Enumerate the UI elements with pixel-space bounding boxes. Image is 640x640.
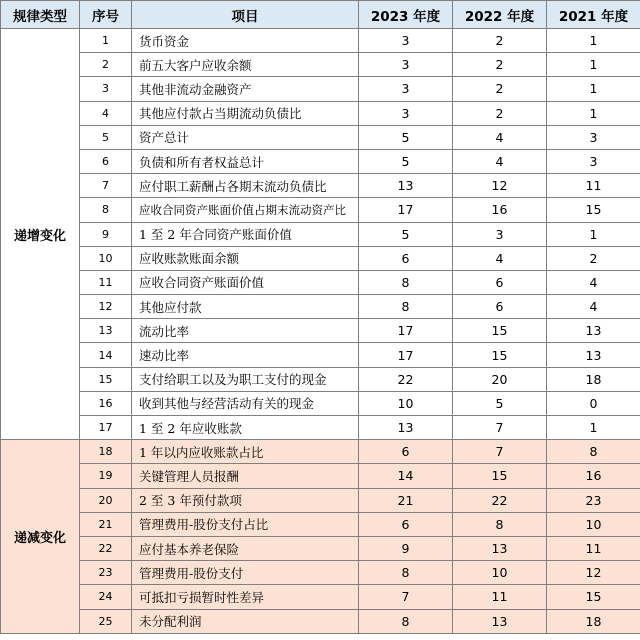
seq-cell: 25 (80, 609, 132, 633)
item-cell: 未分配利润 (132, 609, 359, 633)
seq-cell: 3 (80, 77, 132, 101)
item-cell: 2 至 3 年预付款项 (132, 488, 359, 512)
item-cell: 应收合同资产账面价值 (132, 270, 359, 294)
value-2022-cell: 20 (453, 367, 547, 391)
value-2022-cell: 15 (453, 319, 547, 343)
item-cell: 可抵扣亏损暂时性差异 (132, 585, 359, 609)
value-2023-cell: 8 (359, 561, 453, 585)
table-row (1, 198, 640, 222)
value-2023-cell: 5 (359, 149, 453, 173)
seq-cell: 10 (80, 246, 132, 270)
value-2023-cell: 17 (359, 343, 453, 367)
item-cell: 负债和所有者权益总计 (132, 149, 359, 173)
item-cell: 应付基本养老保险 (132, 536, 359, 560)
value-2023-cell: 10 (359, 391, 453, 415)
value-2023-cell: 3 (359, 101, 453, 125)
value-2021-cell: 13 (547, 343, 640, 367)
item-cell: 1 年以内应收账款占比 (132, 440, 359, 464)
table-row (1, 319, 640, 343)
item-cell: 资产总计 (132, 125, 359, 149)
value-2023-cell: 6 (359, 440, 453, 464)
seq-cell: 23 (80, 561, 132, 585)
seq-cell: 17 (80, 416, 132, 440)
value-2021-cell: 4 (547, 270, 640, 294)
value-2023-cell: 13 (359, 416, 453, 440)
table-row (1, 101, 640, 125)
value-2022-cell: 4 (453, 149, 547, 173)
value-2021-cell: 1 (547, 222, 640, 246)
seq-cell: 2 (80, 53, 132, 77)
value-2023-cell: 17 (359, 198, 453, 222)
seq-cell: 13 (80, 319, 132, 343)
value-2022-cell: 10 (453, 561, 547, 585)
table-row (1, 536, 640, 560)
value-2023-cell: 8 (359, 295, 453, 319)
item-cell: 1 至 2 年应收账款 (132, 416, 359, 440)
table-row (1, 561, 640, 585)
value-2023-cell: 6 (359, 512, 453, 536)
table-row (1, 488, 640, 512)
seq-cell: 18 (80, 440, 132, 464)
value-2022-cell: 2 (453, 101, 547, 125)
value-2021-cell: 15 (547, 198, 640, 222)
table-row (1, 125, 640, 149)
header-2021: 2021 年度 (547, 1, 640, 29)
item-cell: 管理费用-股份支付 (132, 561, 359, 585)
value-2022-cell: 16 (453, 198, 547, 222)
value-2021-cell: 8 (547, 440, 640, 464)
value-2023-cell: 9 (359, 536, 453, 560)
item-cell: 收到其他与经营活动有关的现金 (132, 391, 359, 415)
value-2022-cell: 2 (453, 53, 547, 77)
value-2021-cell: 18 (547, 609, 640, 633)
value-2022-cell: 15 (453, 343, 547, 367)
value-2021-cell: 1 (547, 101, 640, 125)
value-2023-cell: 3 (359, 29, 453, 53)
item-cell: 关键管理人员报酬 (132, 464, 359, 488)
table-row (1, 295, 640, 319)
value-2021-cell: 15 (547, 585, 640, 609)
value-2021-cell: 18 (547, 367, 640, 391)
value-2023-cell: 6 (359, 246, 453, 270)
item-cell: 流动比率 (132, 319, 359, 343)
seq-cell: 15 (80, 367, 132, 391)
header-item: 项目 (132, 1, 359, 29)
value-2023-cell: 22 (359, 367, 453, 391)
seq-cell: 8 (80, 198, 132, 222)
value-2023-cell: 8 (359, 270, 453, 294)
group-type-cell: 递减变化 (1, 440, 80, 634)
item-cell: 1 至 2 年合同资产账面价值 (132, 222, 359, 246)
value-2022-cell: 22 (453, 488, 547, 512)
value-2023-cell: 13 (359, 174, 453, 198)
value-2023-cell: 5 (359, 125, 453, 149)
seq-cell: 5 (80, 125, 132, 149)
table-row (1, 246, 640, 270)
table-row (1, 53, 640, 77)
item-cell: 前五大客户应收余额 (132, 53, 359, 77)
value-2022-cell: 3 (453, 222, 547, 246)
value-2021-cell: 16 (547, 464, 640, 488)
table-row (1, 464, 640, 488)
value-2022-cell: 13 (453, 609, 547, 633)
value-2022-cell: 4 (453, 246, 547, 270)
value-2022-cell: 5 (453, 391, 547, 415)
value-2021-cell: 3 (547, 125, 640, 149)
seq-cell: 24 (80, 585, 132, 609)
seq-cell: 4 (80, 101, 132, 125)
value-2023-cell: 17 (359, 319, 453, 343)
seq-cell: 14 (80, 343, 132, 367)
value-2023-cell: 3 (359, 53, 453, 77)
seq-cell: 20 (80, 488, 132, 512)
value-2021-cell: 2 (547, 246, 640, 270)
value-2022-cell: 13 (453, 536, 547, 560)
value-2022-cell: 12 (453, 174, 547, 198)
seq-cell: 11 (80, 270, 132, 294)
item-cell: 应收合同资产账面价值占期末流动资产比 (132, 198, 359, 222)
item-cell: 其他应付款占当期流动负债比 (132, 101, 359, 125)
value-2021-cell: 10 (547, 512, 640, 536)
header-type: 规律类型 (1, 1, 80, 29)
item-cell: 应收账款账面余额 (132, 246, 359, 270)
value-2022-cell: 2 (453, 77, 547, 101)
value-2021-cell: 3 (547, 149, 640, 173)
table-body (1, 29, 640, 634)
table-row (1, 149, 640, 173)
table-row (1, 174, 640, 198)
value-2022-cell: 2 (453, 29, 547, 53)
table-row (1, 440, 640, 464)
table-row (1, 609, 640, 633)
table-row (1, 367, 640, 391)
value-2021-cell: 13 (547, 319, 640, 343)
header-2022: 2022 年度 (453, 1, 547, 29)
value-2021-cell: 11 (547, 536, 640, 560)
value-2023-cell: 5 (359, 222, 453, 246)
value-2022-cell: 15 (453, 464, 547, 488)
value-2021-cell: 23 (547, 488, 640, 512)
seq-cell: 21 (80, 512, 132, 536)
seq-cell: 16 (80, 391, 132, 415)
value-2021-cell: 1 (547, 29, 640, 53)
seq-cell: 6 (80, 149, 132, 173)
value-2021-cell: 12 (547, 561, 640, 585)
group-type-cell: 递增变化 (1, 29, 80, 440)
seq-cell: 1 (80, 29, 132, 53)
item-cell: 其他应付款 (132, 295, 359, 319)
value-2022-cell: 6 (453, 270, 547, 294)
seq-cell: 12 (80, 295, 132, 319)
seq-cell: 7 (80, 174, 132, 198)
item-cell: 支付给职工以及为职工支付的现金 (132, 367, 359, 391)
value-2023-cell: 14 (359, 464, 453, 488)
table-row (1, 270, 640, 294)
item-cell: 其他非流动金融资产 (132, 77, 359, 101)
item-cell: 速动比率 (132, 343, 359, 367)
value-2022-cell: 7 (453, 440, 547, 464)
item-cell: 应付职工薪酬占各期末流动负债比 (132, 174, 359, 198)
table-row (1, 222, 640, 246)
seq-cell: 22 (80, 536, 132, 560)
header-seq: 序号 (80, 1, 132, 29)
table-row (1, 416, 640, 440)
table-row (1, 512, 640, 536)
table-row (1, 391, 640, 415)
value-2021-cell: 1 (547, 77, 640, 101)
value-2021-cell: 1 (547, 416, 640, 440)
value-2022-cell: 4 (453, 125, 547, 149)
seq-cell: 19 (80, 464, 132, 488)
header-row (1, 1, 640, 29)
table-row (1, 343, 640, 367)
value-2023-cell: 3 (359, 77, 453, 101)
value-2022-cell: 6 (453, 295, 547, 319)
value-2021-cell: 11 (547, 174, 640, 198)
value-2022-cell: 7 (453, 416, 547, 440)
table-row (1, 29, 640, 53)
item-cell: 货币资金 (132, 29, 359, 53)
value-2021-cell: 1 (547, 53, 640, 77)
value-2023-cell: 8 (359, 609, 453, 633)
value-2022-cell: 11 (453, 585, 547, 609)
value-2023-cell: 21 (359, 488, 453, 512)
value-2021-cell: 4 (547, 295, 640, 319)
item-cell: 管理费用-股份支付占比 (132, 512, 359, 536)
seq-cell: 9 (80, 222, 132, 246)
header-2023: 2023 年度 (359, 1, 453, 29)
value-2021-cell: 0 (547, 391, 640, 415)
table-row (1, 585, 640, 609)
value-2022-cell: 8 (453, 512, 547, 536)
value-2023-cell: 7 (359, 585, 453, 609)
table-row (1, 77, 640, 101)
